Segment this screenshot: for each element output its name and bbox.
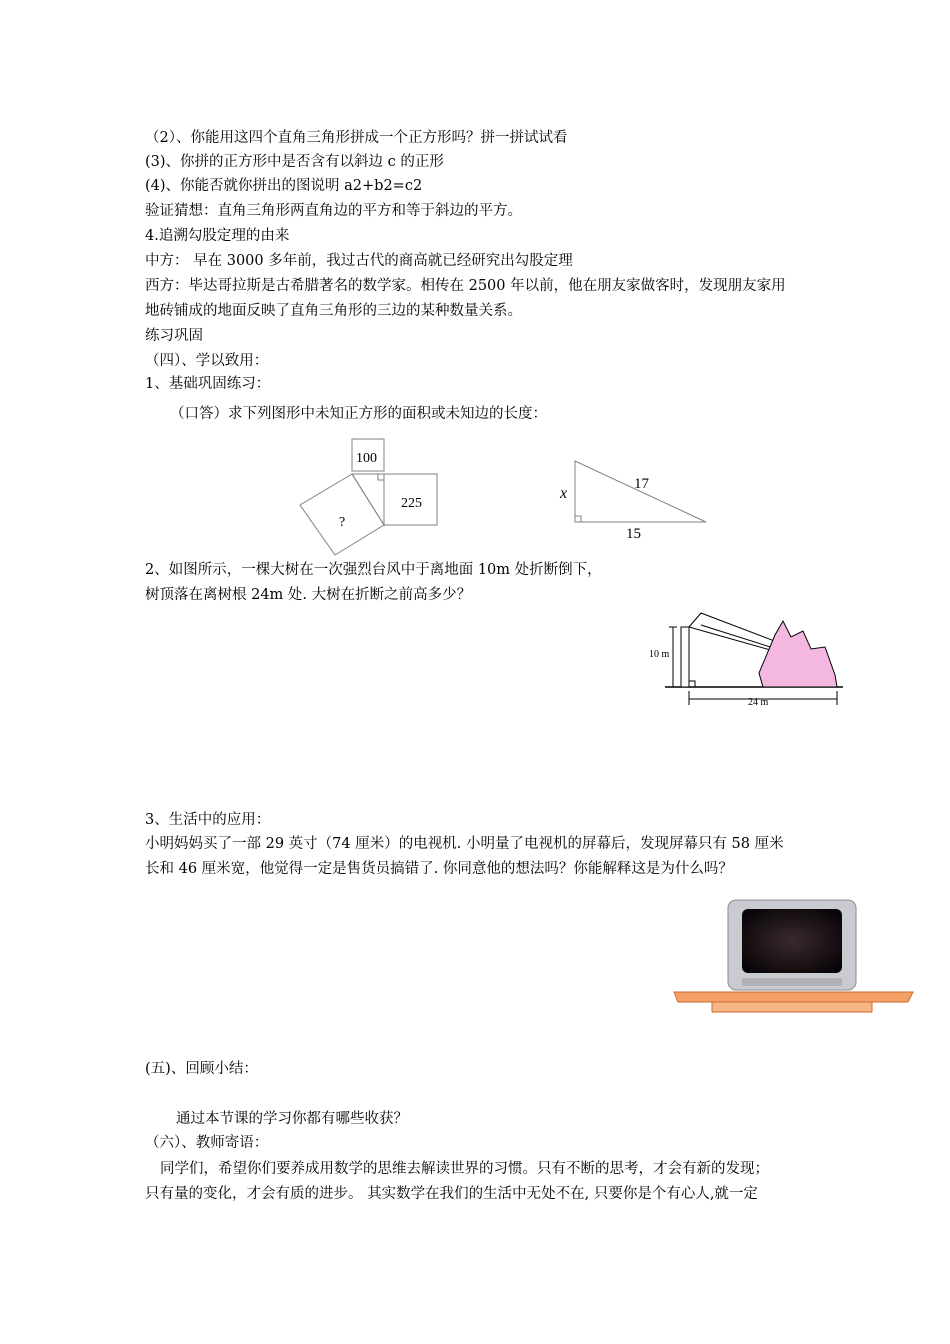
section-heading: 4.追溯勾股定理的由来 (145, 228, 290, 244)
right-angle-mark (689, 681, 695, 687)
label-17: 17 (634, 476, 649, 492)
label-225: 225 (401, 496, 422, 511)
label-100: 100 (356, 451, 377, 466)
text-line: 2、如图所示，一棵大树在一次强烈台风中于离地面 10m 处折断倒下， (145, 562, 602, 578)
text-line: 只有量的变化，才会有质的进步。 其实数学在我们的生活中无处不在, 只要你是个有心人,就一定 (145, 1186, 758, 1202)
label-24m: 24 m (748, 697, 769, 708)
text-line: (4)、你能否就你拼出的图说明 a2+b2=c2 (145, 178, 423, 194)
tree-trunk (681, 627, 689, 687)
right-angle-mark (575, 516, 581, 522)
tree-figure (645, 605, 850, 715)
text-line: 小明妈妈买了一部 29 英寸（74 厘米）的电视机. 小明量了电视机的屏幕后，发现屏幕只有 58 厘米 (145, 836, 784, 852)
text-line: 1、基础巩固练习： (145, 376, 271, 392)
section-heading: 练习巩固 (145, 328, 203, 344)
text-line: （口答）求下列图形中未知正方形的面积或未知边的长度： (170, 406, 547, 422)
text-line: (3)、你拼的正方形中是否含有以斜边 c 的正形 (145, 154, 444, 170)
tree-crown (759, 621, 837, 687)
table-drawer (712, 1002, 872, 1012)
tv-illustration (672, 898, 915, 1013)
text-line: 树顶落在离树根 24m 处. 大树在折断之前高多少？ (145, 587, 472, 603)
table-top (674, 992, 913, 1002)
text-line: 西方：毕达哥拉斯是古希腊著名的数学家。相传在 2500 年以前，他在朋友家做客时，发现朋友家用 (145, 278, 786, 294)
label-15: 15 (626, 526, 641, 542)
tv-screen (742, 909, 842, 973)
section-heading: (五)、回顾小结： (145, 1061, 258, 1077)
section-heading: （六）、教师寄语： (145, 1135, 269, 1151)
right-angle-mark (378, 474, 384, 480)
text-line: 长和 46 厘米宽，他觉得一定是售货员搞错了. 你同意他的想法吗？你能解释这是为什么吗？ (145, 861, 733, 877)
label-unknown: ? (339, 515, 346, 530)
text-line: 地砖铺成的地面反映了直角三角形的三边的某种数量关系。 (145, 303, 522, 319)
label-x: x (560, 485, 568, 502)
section-heading: （四）、学以致用： (145, 353, 269, 369)
text-line: 中方： 早在 3000 多年前，我过古代的商高就已经研究出勾股定理 (145, 253, 573, 269)
squares-figure (295, 435, 455, 570)
text-line: 同学们，希望你们要养成用数学的思维去解读世界的习惯。只有不断的思考，才会有新的发现； (160, 1161, 769, 1177)
section-heading: 3、生活中的应用： (145, 812, 271, 828)
tv-speaker (742, 978, 842, 986)
text-line: （2）、你能用这四个直角三角形拼成一个正方形吗？拼一拼试试看 (145, 130, 568, 146)
triangle-figure (555, 455, 715, 545)
label-10m: 10 m (649, 649, 670, 660)
text-line: 通过本节课的学习你都有哪些收获？ (176, 1111, 408, 1127)
text-line: 验证猜想：直角三角形两直角边的平方和等于斜边的平方。 (145, 203, 522, 219)
